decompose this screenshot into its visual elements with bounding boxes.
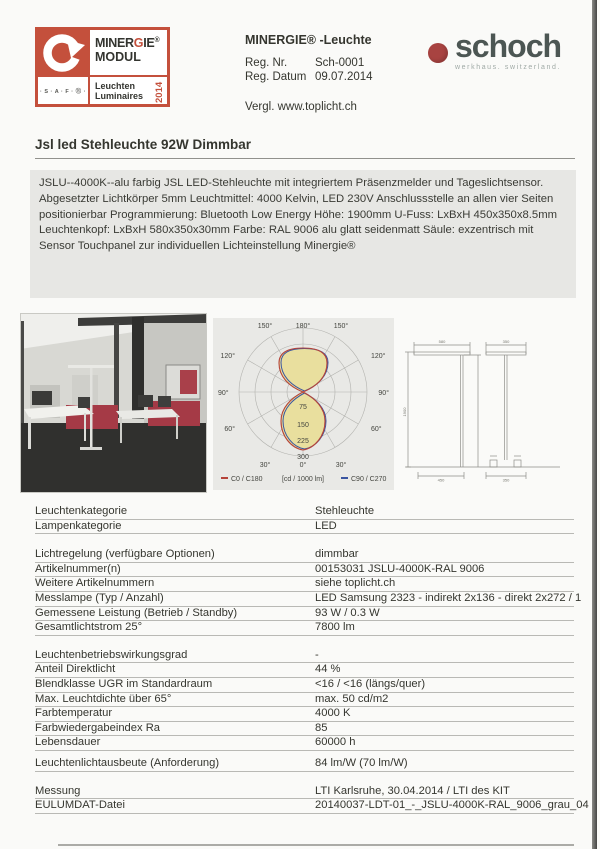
reg-nr-value: Sch-0001 [315, 57, 365, 69]
dim-label-base-right: 350 [502, 477, 510, 483]
dim-label-base-left: 450 [437, 477, 445, 483]
ring-label: 300 [297, 454, 309, 461]
row-label: Lampenkategorie [35, 519, 122, 532]
brand-module: MODUL [95, 50, 141, 65]
legend-label-c90: C90 / C270 [351, 476, 387, 483]
reg-datum-label: Reg. Datum [245, 71, 307, 83]
row-value: LTI Karlsruhe, 30.04.2014 / LTI des KIT [315, 784, 510, 797]
row-label: Leuchtenlichtausbeute (Anforderung) [35, 756, 220, 769]
angle-label: 90° [218, 390, 229, 397]
row-label: Farbwiedergabeindex Ra [35, 721, 161, 734]
row-label: EULUMDAT-Datei [35, 799, 125, 812]
row-value: 4000 K [315, 707, 351, 720]
legend-label-c0: C0 / C180 [231, 476, 263, 483]
reg-datum-value: 09.07.2014 [315, 71, 373, 83]
row-value: max. 50 cd/m2 [315, 692, 389, 705]
table-row [35, 722, 574, 737]
ring-label: 225 [297, 438, 309, 445]
row-label: Farbtemperatur [35, 707, 113, 720]
minergie-modul-badge [35, 27, 170, 107]
row-label: Leuchtenbetriebswirkungsgrad [35, 648, 188, 661]
table-row [35, 785, 574, 800]
row-value: <16 / <16 (längs/quer) [315, 677, 426, 690]
dim-label-head-right: 350 [502, 339, 510, 344]
title-divider [35, 158, 575, 159]
spec-table [35, 505, 589, 814]
angle-label: 180° [295, 323, 311, 330]
brand-suffix: IE [143, 36, 155, 51]
table-row [35, 607, 574, 622]
table-row [35, 649, 574, 664]
table-row [35, 591, 582, 607]
dim-label-head-left: 580 [438, 339, 446, 344]
row-label: Weitere Artikelnummern [35, 577, 155, 590]
angle-label: 90° [378, 390, 389, 397]
badge-line-luminaires: Luminaires [95, 90, 144, 101]
scan-bottom-artifact [58, 844, 574, 846]
chart-legend [221, 476, 387, 483]
compare-link-text: Vergl. www.toplicht.ch [245, 101, 357, 113]
row-label: Anteil Direktlicht [35, 663, 116, 676]
badge-brand-text [88, 30, 167, 75]
table-row [35, 693, 574, 708]
angle-label: 30° [335, 462, 347, 469]
angle-label: 150° [333, 323, 349, 330]
table-row [35, 548, 574, 563]
row-label: Max. Leuchtdichte über 65° [35, 692, 172, 705]
row-label: Leuchtenkategorie [35, 505, 128, 517]
table-row [35, 663, 574, 678]
row-label: Lichtregelung (verfügbare Optionen) [35, 548, 215, 561]
badge-line-leuchten: Leuchten [95, 80, 136, 91]
row-value: - [315, 648, 319, 661]
table-row [35, 678, 574, 693]
badge-year: 2014 [154, 81, 165, 103]
angle-label: 30° [259, 462, 271, 469]
schoch-wordmark: schoch [455, 28, 562, 64]
light-distribution-chart [213, 318, 394, 490]
row-value: 44 % [315, 663, 341, 676]
minergie-g-icon [38, 30, 88, 75]
table-row [35, 799, 589, 814]
row-value: Stehleuchte [315, 505, 375, 517]
document-title: MINERGIE® -Leuchte [245, 33, 372, 47]
row-value: 20140037-LDT-01_-_JSLU-4000K-RAL_9006_grau_04 [315, 799, 589, 812]
table-row [35, 520, 574, 535]
brand-regmark: ® [154, 37, 160, 44]
row-label: Blendklasse UGR im Standardraum [35, 677, 213, 690]
reg-nr-label: Reg. Nr. [245, 57, 288, 69]
product-title: Jsl led Stehleuchte 92W Dimmbar [35, 137, 252, 152]
row-value: 85 [315, 721, 328, 734]
technical-drawing [398, 310, 585, 495]
angle-label: 60° [371, 426, 382, 433]
angle-label: 60° [224, 426, 235, 433]
table-row [35, 736, 574, 751]
product-photo [20, 313, 207, 493]
safe-label: · S · A · F · Ⓔ · [38, 75, 88, 104]
row-label: Messung [35, 784, 81, 797]
product-description: JSLU--4000K--alu farbig JSL LED-Stehleuchte mit integriertem Präsenzmelder und Tageslichtsensor. Abgesetzter Lichtkörper 5mm Leuchtmittel: 4000 Kelvin, LED 230V Anschlussstelle an allen vier Seiten positionierbar Programmierung: Bluetooth Low Energy Höhe: 1900mm U-Fuss: LxBxH 450x350x8.5mm Leuchtenkopf: LxBxH 580x350x30mm Farbe: RAL 9006 alu glatt seidenmatt Säule: exzentrisch mit Sensor Touchpanel zur individuellen Lichteinstellung Minergie® [30, 170, 576, 298]
ring-label: 150 [297, 422, 309, 429]
angle-label: 150° [257, 323, 273, 330]
chart-unit-label: [cd / 1000 lm] [281, 476, 325, 483]
angle-label: 120° [220, 353, 235, 360]
table-row [35, 563, 574, 578]
table-row [35, 707, 574, 722]
row-value: 7800 lm [315, 621, 355, 634]
row-label: Messlampe (Typ / Anzahl) [35, 591, 164, 604]
angle-label: 0° [299, 462, 307, 469]
row-value: 60000 h [315, 736, 356, 749]
brand-prefix: MINER [95, 36, 134, 51]
row-value: LED Samsung 2323 - indirekt 2x136 - direkt 2x272 / 1 [315, 591, 582, 604]
row-value: 00153031 JSLU-4000K-RAL 9006 [315, 562, 485, 575]
schoch-tagline: werkhaus. switzerland. [455, 64, 562, 71]
row-value: siehe toplicht.ch [315, 577, 396, 590]
document-header [245, 33, 373, 113]
row-value: 93 W / 0.3 W [315, 606, 380, 619]
table-row [35, 757, 574, 772]
table-row [35, 505, 574, 520]
badge-category [88, 75, 167, 104]
dim-label-height: 1900 [402, 407, 407, 417]
row-label: Artikelnummer(n) [35, 562, 121, 575]
brand-g: G [133, 36, 144, 51]
schoch-logo [428, 30, 561, 71]
row-label: Lebensdauer [35, 736, 101, 749]
table-row [35, 621, 574, 636]
ring-label: 75 [299, 404, 307, 411]
angle-label: 120° [371, 353, 386, 360]
row-value: dimmbar [315, 548, 359, 561]
schoch-dot-icon [428, 43, 448, 63]
scan-edge-artifact [592, 0, 597, 849]
row-value: 84 lm/W (70 lm/W) [315, 756, 408, 769]
row-value: LED [315, 519, 337, 532]
row-label: Gesamtlichtstrom 25° [35, 621, 143, 634]
row-label: Gemessene Leistung (Betrieb / Standby) [35, 606, 238, 619]
table-row [35, 577, 574, 592]
